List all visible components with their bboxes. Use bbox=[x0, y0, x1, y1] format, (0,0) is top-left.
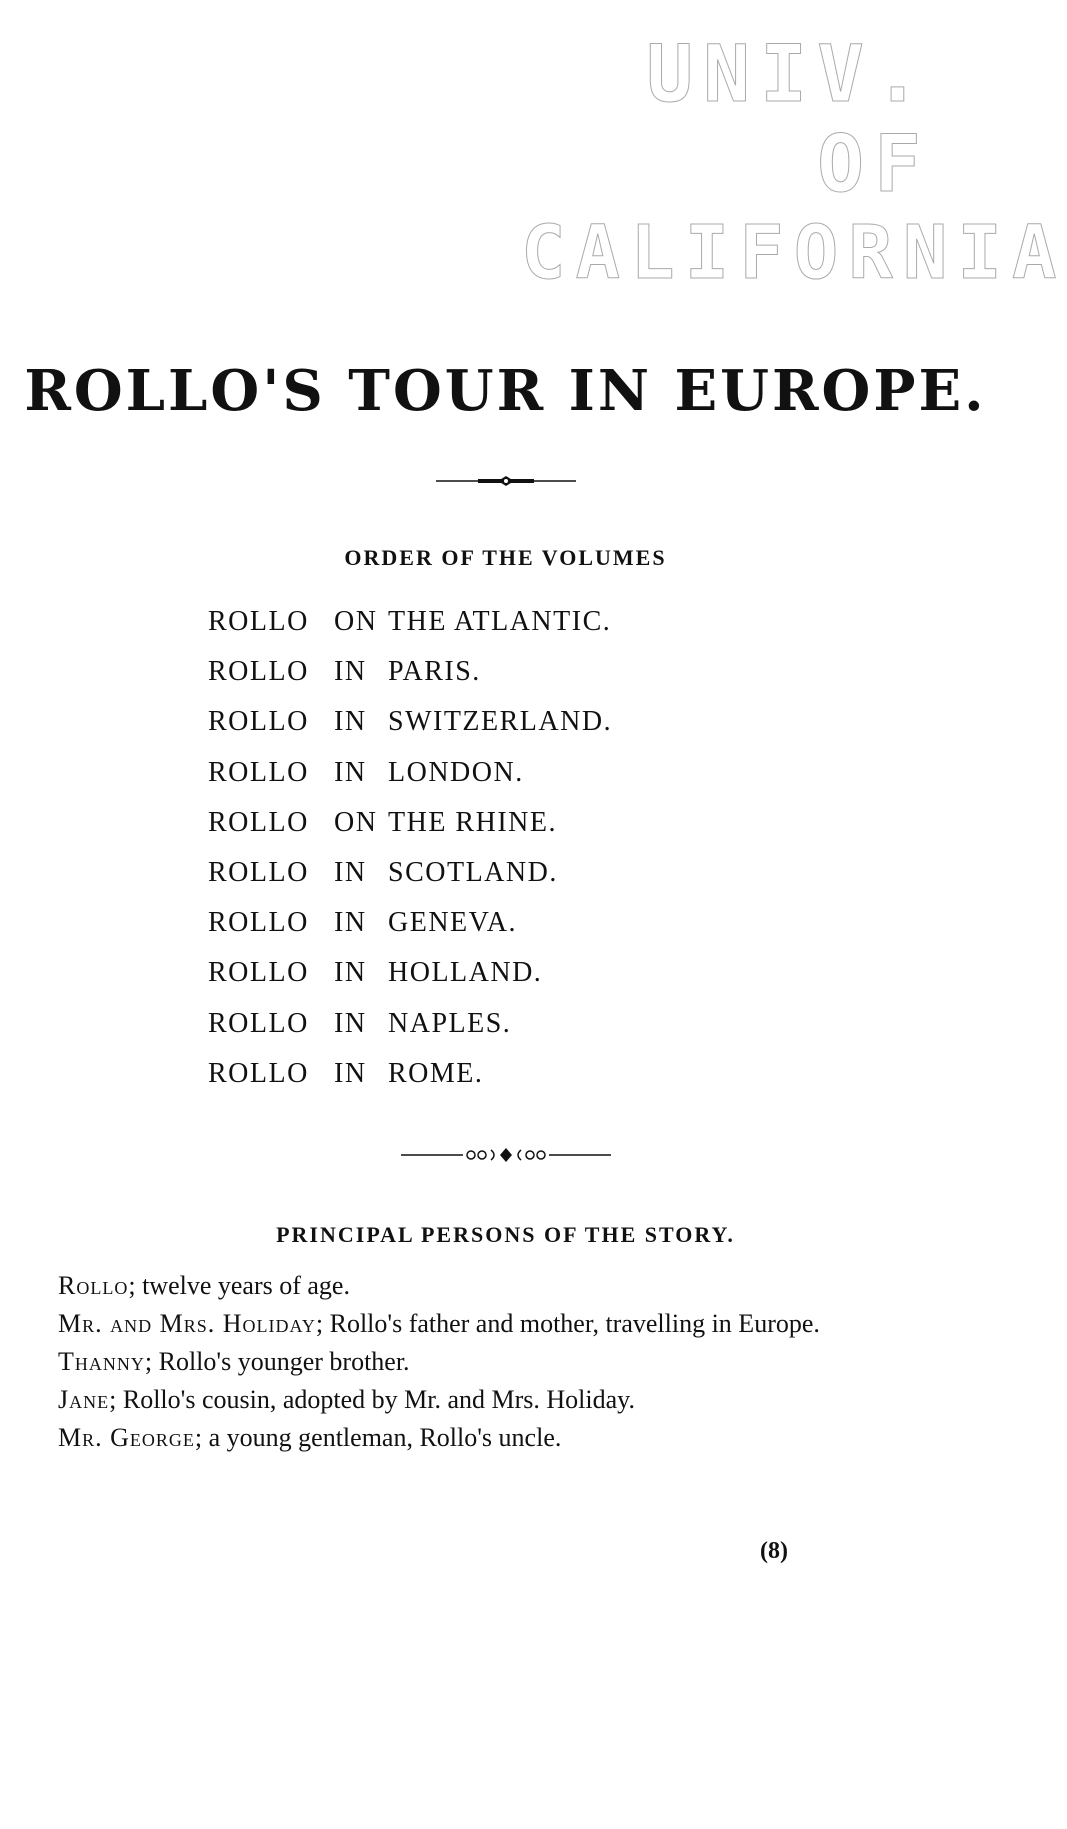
volume-word-2: IN bbox=[334, 1007, 367, 1039]
list-item bbox=[58, 1419, 958, 1457]
volume-word-1: ROLLO bbox=[208, 1057, 309, 1089]
volume-word-1: ROLLO bbox=[208, 706, 309, 738]
volume-rest: LONDON. bbox=[388, 756, 524, 788]
list-item bbox=[208, 647, 612, 697]
volume-word-1: ROLLO bbox=[208, 756, 309, 788]
volume-word-2: ON bbox=[334, 606, 378, 637]
list-item bbox=[58, 1343, 958, 1381]
list-item bbox=[208, 1049, 612, 1099]
volume-word-1: ROLLO bbox=[208, 1007, 309, 1039]
list-item bbox=[208, 898, 612, 948]
volume-word-2: IN bbox=[334, 1057, 367, 1089]
person-description: ; twelve years of age. bbox=[128, 1271, 350, 1300]
person-description: ; a young gentleman, Rollo's uncle. bbox=[194, 1423, 562, 1452]
volume-rest: SWITZERLAND. bbox=[388, 706, 613, 738]
person-name: Mr. George bbox=[58, 1423, 195, 1452]
volume-word-1: ROLLO bbox=[208, 907, 309, 939]
volume-rest: THE RHINE. bbox=[388, 806, 557, 838]
section-divider-ornament bbox=[0, 1144, 1011, 1166]
stamp-line-1: UNIV. OF bbox=[646, 30, 931, 210]
volume-word-2: IN bbox=[334, 907, 367, 939]
stamp-line-2: CALIFORNIA bbox=[521, 210, 1067, 296]
persons-heading: PRINCIPAL PERSONS OF THE STORY. bbox=[276, 1222, 735, 1247]
volume-word-2: IN bbox=[334, 957, 367, 989]
person-name: Jane bbox=[58, 1385, 110, 1414]
page-title: ROLLO'S TOUR IN EUROPE. bbox=[24, 358, 987, 424]
volume-rest: SCOTLAND. bbox=[388, 857, 558, 889]
person-name: Rollo bbox=[58, 1271, 129, 1300]
person-description: ; Rollo's younger brother. bbox=[144, 1347, 410, 1376]
list-item bbox=[208, 597, 612, 647]
volume-word-1: ROLLO bbox=[208, 806, 309, 838]
volume-rest: THE ATLANTIC. bbox=[388, 606, 612, 637]
list-item bbox=[58, 1267, 958, 1305]
person-description: ; Rollo's father and mother, travelling in Europe. bbox=[315, 1309, 820, 1338]
volume-word-1: ROLLO bbox=[208, 606, 309, 637]
volume-word-1: ROLLO bbox=[208, 656, 309, 688]
list-item bbox=[208, 848, 612, 898]
volume-word-2: IN bbox=[334, 756, 367, 788]
list-item bbox=[58, 1381, 958, 1419]
list-item bbox=[58, 1305, 958, 1343]
volume-word-2: IN bbox=[334, 857, 367, 889]
volume-rest: HOLLAND. bbox=[388, 957, 543, 989]
page-number: (8) bbox=[760, 1538, 788, 1564]
volume-rest: GENEVA. bbox=[388, 907, 517, 939]
list-item bbox=[208, 697, 612, 747]
person-name: Mr. and Mrs. Holiday bbox=[58, 1309, 316, 1338]
volume-word-1: ROLLO bbox=[208, 857, 309, 889]
volume-word-2: ON bbox=[334, 806, 378, 838]
volume-rest: ROME. bbox=[388, 1057, 484, 1089]
volume-word-1: ROLLO bbox=[208, 957, 309, 989]
volumes-list bbox=[208, 597, 612, 1099]
library-stamp bbox=[521, 30, 1067, 296]
title-divider-ornament bbox=[0, 474, 1011, 488]
volume-word-2: IN bbox=[334, 706, 367, 738]
persons-list bbox=[58, 1267, 958, 1457]
list-item bbox=[208, 798, 612, 848]
person-name: Thanny bbox=[58, 1347, 145, 1376]
volume-word-2: IN bbox=[334, 656, 367, 688]
list-item bbox=[208, 999, 612, 1049]
list-item bbox=[208, 748, 612, 798]
volume-rest: NAPLES. bbox=[388, 1007, 512, 1039]
person-description: ; Rollo's cousin, adopted by Mr. and Mrs. Holiday. bbox=[109, 1385, 635, 1414]
volumes-heading: ORDER OF THE VOLUMES bbox=[344, 545, 667, 570]
list-item bbox=[208, 948, 612, 998]
volume-rest: PARIS. bbox=[388, 656, 481, 688]
